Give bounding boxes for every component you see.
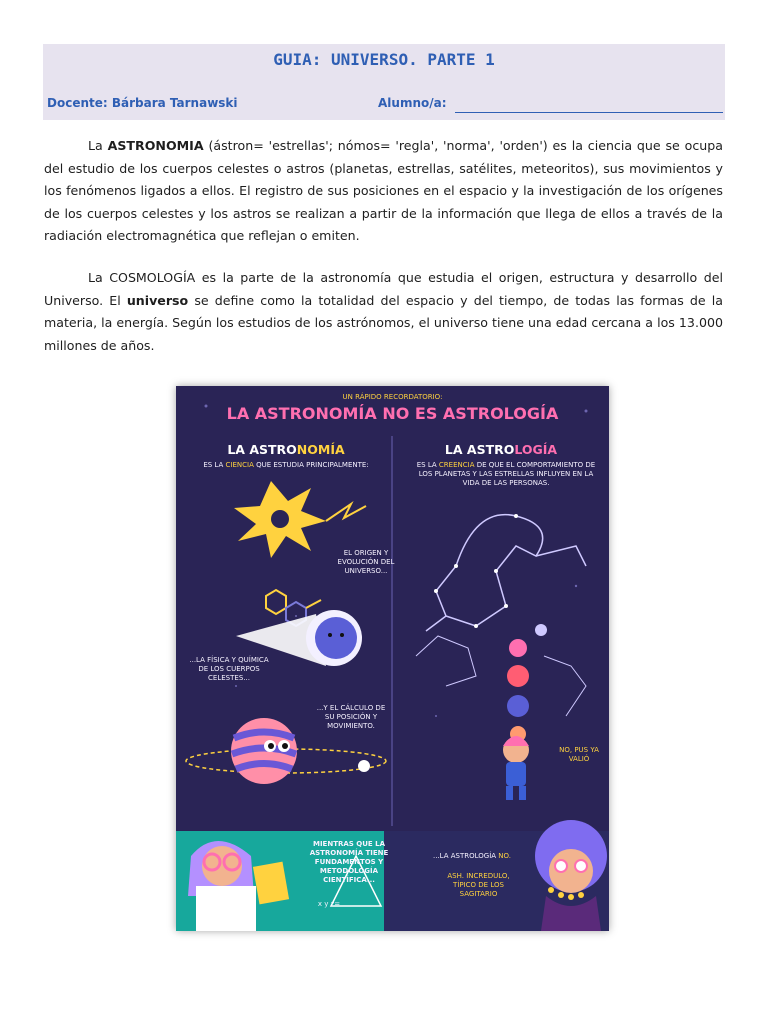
bottom-left-text: MIENTRAS QUE LA ASTRONOMÍA TIENE FUNDAMENTOS Y METODOLOGÍA CIENTÍFICA... xyxy=(309,840,389,884)
astronomia-heading: LA ASTRONOMÍA xyxy=(227,442,345,457)
paragraph-cosmologia xyxy=(44,267,723,357)
paragraph2-post: se define como la totalidad del espacio y del tiempo, de todas las formas de la materia, la energía. Según los estudios de los astrónomos, el universo tiene una edad cercana a los 13.000 millones de años. xyxy=(44,292,723,353)
note-position: ...Y EL CÁLCULO DE SU POSICIÓN Y MOVIMIENTO. xyxy=(316,704,386,730)
poster-kicker: UN RÁPIDO RECORDATORIO: xyxy=(342,393,443,401)
infographic-poster xyxy=(176,386,609,931)
paragraph-astronomia xyxy=(44,135,723,248)
poster-headline: LA ASTRONOMÍA NO ES ASTROLOGÍA xyxy=(226,404,559,423)
lady-character-icon xyxy=(535,820,607,931)
astronomia-subtitle: ES LA CIENCIA QUE ESTUDIA PRINCIPALMENTE: xyxy=(203,461,369,469)
page-title: GUIA: UNIVERSO. PARTE 1 xyxy=(273,50,495,69)
sagittarius-text: ASH. INCREDULO, TÍPICO DE LOS SAGITARIO xyxy=(447,872,510,898)
note-physics: ...LA FÍSICA Y QUÍMICA DE LOS CUERPOS CELESTES... xyxy=(189,656,269,682)
paragraph2-bold: universo xyxy=(126,292,189,308)
note-origin: EL ORIGEN Y EVOLUCIÓN DEL UNIVERSO... xyxy=(337,549,395,575)
astrologia-heading: LA ASTROLOGÍA xyxy=(444,442,558,457)
worksheet-header xyxy=(43,44,725,120)
paragraph1-pre: La xyxy=(88,138,108,153)
student-label: Alumno/a: xyxy=(378,96,447,110)
paragraph1-post: (ástron= 'estrellas'; nómos= 'regla', 'norma', 'orden') es la ciencia que se ocupa del estudio de los cuerpos celestes o astros (planetas, estrellas, satélites, meteoritos), sus movimientos y los fenómenos ligados a ellos. El registro de sus posiciones en el espacio y la investigación de los orígenes de los cuerpos celestes y los astros se realizan a partir de la información que llega de ellos a través de la radiación electromagnética que reflejan o emiten. xyxy=(44,138,723,243)
formula-text: x y z= xyxy=(317,900,341,908)
paragraph2-pre: La COSMOLOGÍA es la parte de la astronomía que estudia el origen, estructura y desarrollo del Universo. El xyxy=(44,270,723,308)
student-name-field[interactable] xyxy=(455,112,723,113)
astrologia-subtitle: ES LA CREENCIA DE QUE EL COMPORTAMIENTO DE LOS PLANETAS Y LAS ESTRELLAS INFLUYEN EN LA VIDA DE LAS PERSONAS. xyxy=(416,461,596,487)
paragraph1-bold: ASTRONOMIA xyxy=(107,138,204,153)
kid-speech: NO, PUS YA VALIÓ xyxy=(559,746,599,763)
teacher-label: Docente: Bárbara Tarnawski xyxy=(47,96,238,110)
bottom-right-text: ...LA ASTROLOGÍA NO. xyxy=(433,852,511,860)
